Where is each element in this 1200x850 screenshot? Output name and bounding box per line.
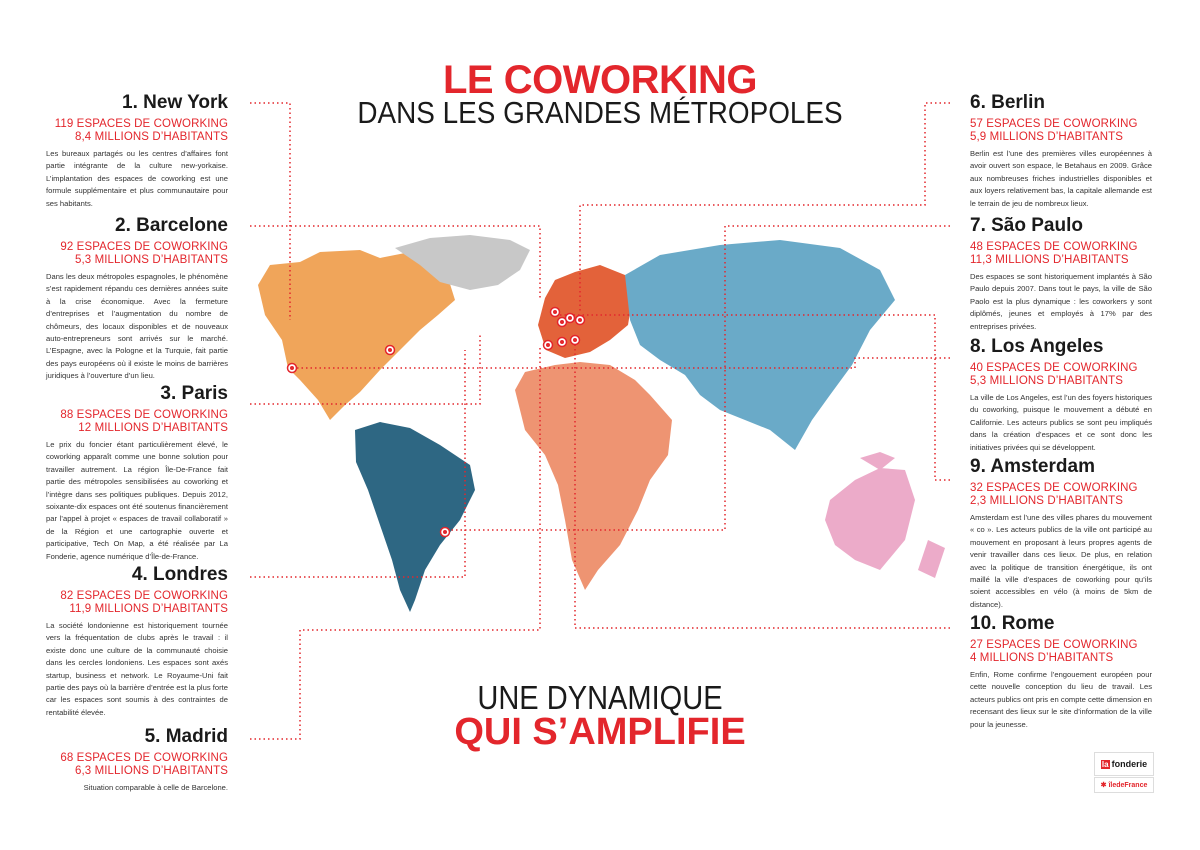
city-marker-dot bbox=[568, 316, 572, 320]
city-population: 8,4 MILLIONS D’HABITANTS bbox=[74, 131, 228, 143]
city-block-rome bbox=[970, 613, 1152, 731]
tagline-line-1: UNE DYNAMIQUE bbox=[477, 679, 723, 716]
city-heading: 4. Londres bbox=[131, 564, 228, 585]
city-heading: 7. São Paulo bbox=[970, 215, 1083, 236]
city-population: 5,3 MILLIONS D’HABITANTS bbox=[970, 375, 1124, 387]
city-description: Situation comparable à celle de Barcelone. bbox=[83, 783, 228, 792]
city-population: 6,3 MILLIONS D’HABITANTS bbox=[74, 765, 228, 777]
city-marker-dot bbox=[573, 338, 577, 342]
tagline-line-2: QUI S’AMPLIFIE bbox=[454, 711, 746, 753]
logo-mark: la bbox=[1101, 759, 1109, 769]
city-description: La ville de Los Angeles, est l’un des foyers historiques du coworking, puisque le mouvement a débuté en Californie. Les acteurs publics se sont peu impliqués dans la création d’espaces et ce sont donc les initiatives privées qui se développent. bbox=[970, 393, 1152, 452]
city-heading: 10. Rome bbox=[970, 613, 1055, 634]
city-marker-dot bbox=[553, 310, 557, 314]
city-population: 2,3 MILLIONS D’HABITANTS bbox=[970, 495, 1124, 507]
city-spaces: 32 ESPACES DE COWORKING bbox=[970, 482, 1138, 494]
city-block-berlin bbox=[970, 92, 1152, 210]
city-spaces: 40 ESPACES DE COWORKING bbox=[970, 362, 1138, 374]
city-heading: 6. Berlin bbox=[970, 92, 1045, 113]
indonesia-shape bbox=[860, 452, 895, 470]
city-marker-dot bbox=[560, 320, 564, 324]
main-subtitle: DANS LES GRANDES MÉTROPOLES bbox=[357, 95, 843, 130]
city-population: 11,9 MILLIONS D’HABITANTS bbox=[69, 603, 228, 615]
city-marker-dot bbox=[546, 343, 550, 347]
new-zealand-shape bbox=[918, 540, 945, 578]
city-block-los-angeles bbox=[970, 336, 1152, 454]
city-description: Des espaces se sont historiquement implantés à São Paulo depuis 2007. Dans tout le pays, la ville de São Paolo est la plus dynamique : les coworkers y sont diplômés, jeunes et employés à 17% par des entreprises privées. bbox=[970, 272, 1152, 331]
main-title: LE COWORKING bbox=[443, 58, 757, 102]
city-heading: 5. Madrid bbox=[144, 726, 228, 747]
city-description: Les bureaux partagés ou les centres d’affaires font partie intégrante de la culture new-yorkaise. L’implantation des espaces de coworking est une formule supplémentaire et plus communautaire pour ses habitants. bbox=[46, 149, 228, 208]
north-america-shape bbox=[258, 250, 455, 420]
city-spaces: 88 ESPACES DE COWORKING bbox=[60, 409, 228, 421]
city-spaces: 27 ESPACES DE COWORKING bbox=[970, 639, 1138, 651]
city-marker-dot bbox=[388, 348, 392, 352]
city-spaces: 119 ESPACES DE COWORKING bbox=[54, 118, 228, 130]
city-description: La société londonienne est historiquement tournée vers la fréquentation de clubs après le travail : il existe donc une culture de la communauté choisie dans les cercles londoniens. Les espaces sont axés startup, business et network. Le Royaume-Uni fait partie des pays où la barrière d’entrée est la plus forte car les espaces sont soumis à des contraintes de rentabilité élevée. bbox=[46, 621, 228, 717]
city-block-barcelone bbox=[46, 215, 228, 383]
ile-de-france-logo: ✱ îledeFrance bbox=[1094, 777, 1154, 793]
city-heading: 9. Amsterdam bbox=[970, 456, 1095, 477]
city-description: Dans les deux métropoles espagnoles, le phénomène s’est rapidement répandu ces dernières années suite à la crise économique. Avec la fermeture d’entreprises et l’augmentation du nombre de chômeurs, des locaux disponibles et de nouveaux auto-entrepreneurs sont arrivés sur le marché. L’Espagne, avec la Pologne et la Turquie, fait partie des pays européens où il existe le moins de barrières juridiques à l’ouverture d’un lieu. bbox=[46, 272, 228, 381]
city-block-amsterdam bbox=[970, 456, 1152, 611]
city-population: 4 MILLIONS D’HABITANTS bbox=[970, 652, 1114, 664]
city-spaces: 92 ESPACES DE COWORKING bbox=[60, 241, 228, 253]
city-spaces: 57 ESPACES DE COWORKING bbox=[970, 118, 1138, 130]
oceania-shape bbox=[825, 468, 915, 570]
city-block-sao-paulo bbox=[970, 215, 1152, 333]
city-marker-dot bbox=[578, 318, 582, 322]
city-marker-dot bbox=[290, 366, 294, 370]
city-heading: 3. Paris bbox=[160, 383, 228, 404]
continents bbox=[258, 235, 945, 612]
city-description: Enfin, Rome confirme l’engouement européen pour cette nouvelle conception du lieu de travail. Les acteurs publics ont pris en compte cette dimension en recensant des lieux sur le site d’information de la ville pour la jeunesse. bbox=[970, 670, 1152, 729]
city-heading: 1. New York bbox=[122, 92, 228, 113]
city-population: 5,9 MILLIONS D’HABITANTS bbox=[970, 131, 1124, 143]
la-fonderie-logo bbox=[1094, 752, 1154, 776]
city-heading: 8. Los Angeles bbox=[970, 336, 1104, 357]
city-population: 5,3 MILLIONS D’HABITANTS bbox=[74, 254, 228, 266]
city-spaces: 48 ESPACES DE COWORKING bbox=[970, 241, 1138, 253]
city-heading: 2. Barcelone bbox=[115, 215, 228, 236]
city-block-new-york bbox=[46, 92, 228, 210]
city-marker-dot bbox=[560, 340, 564, 344]
africa-shape bbox=[515, 362, 672, 590]
city-description: Amsterdam est l’une des villes phares du mouvement « co ». Les acteurs publics de la ville ont participé au mouvement en proposant à leurs propres agents de venir travailler dans ces lieux. De plus, en relation avec la politique de transition énergétique, ils ont maillé la ville d’espaces de coworking pour qu’ils soient accessibles en vélo (à moins de 5km de distance). bbox=[970, 513, 1152, 609]
city-block-paris bbox=[46, 383, 228, 563]
city-description: Le prix du foncier étant particulièrement élevé, le coworking apparaît comme une bonne solution pour travailler autrement. La région Île-De-France fait partie des métropoles sensibilisées au coworking et l’intègre dans ses politiques publiques. Depuis 2012, soixante-dix espaces ont été soutenus financièrement par l’appel à projet « espaces de travail collaboratif » de la Région et une cartographie ouverte et participative, Tech On Map, a été réalisée par La Fonderie, agence numérique d’Île-de-France. bbox=[46, 440, 228, 561]
city-spaces: 68 ESPACES DE COWORKING bbox=[60, 752, 228, 764]
logo-wordmark: fonderie bbox=[1111, 759, 1148, 769]
city-population: 11,3 MILLIONS D’HABITANTS bbox=[970, 254, 1129, 266]
south-america-shape bbox=[355, 422, 475, 612]
city-block-madrid bbox=[46, 726, 228, 794]
city-marker-dot bbox=[443, 530, 447, 534]
city-description: Berlin est l’une des premières villes européennes à avoir ouvert son espace, le Betahaus en 2009. Grâce aux nombreuses friches industrielles disponibles et aux loyers relativement bas, la capitale allemande est le terrain de jeu de nombreux lieux. bbox=[970, 149, 1152, 208]
city-spaces: 82 ESPACES DE COWORKING bbox=[60, 590, 228, 602]
city-block-londres bbox=[46, 564, 228, 719]
city-population: 12 MILLIONS D’HABITANTS bbox=[78, 422, 228, 434]
